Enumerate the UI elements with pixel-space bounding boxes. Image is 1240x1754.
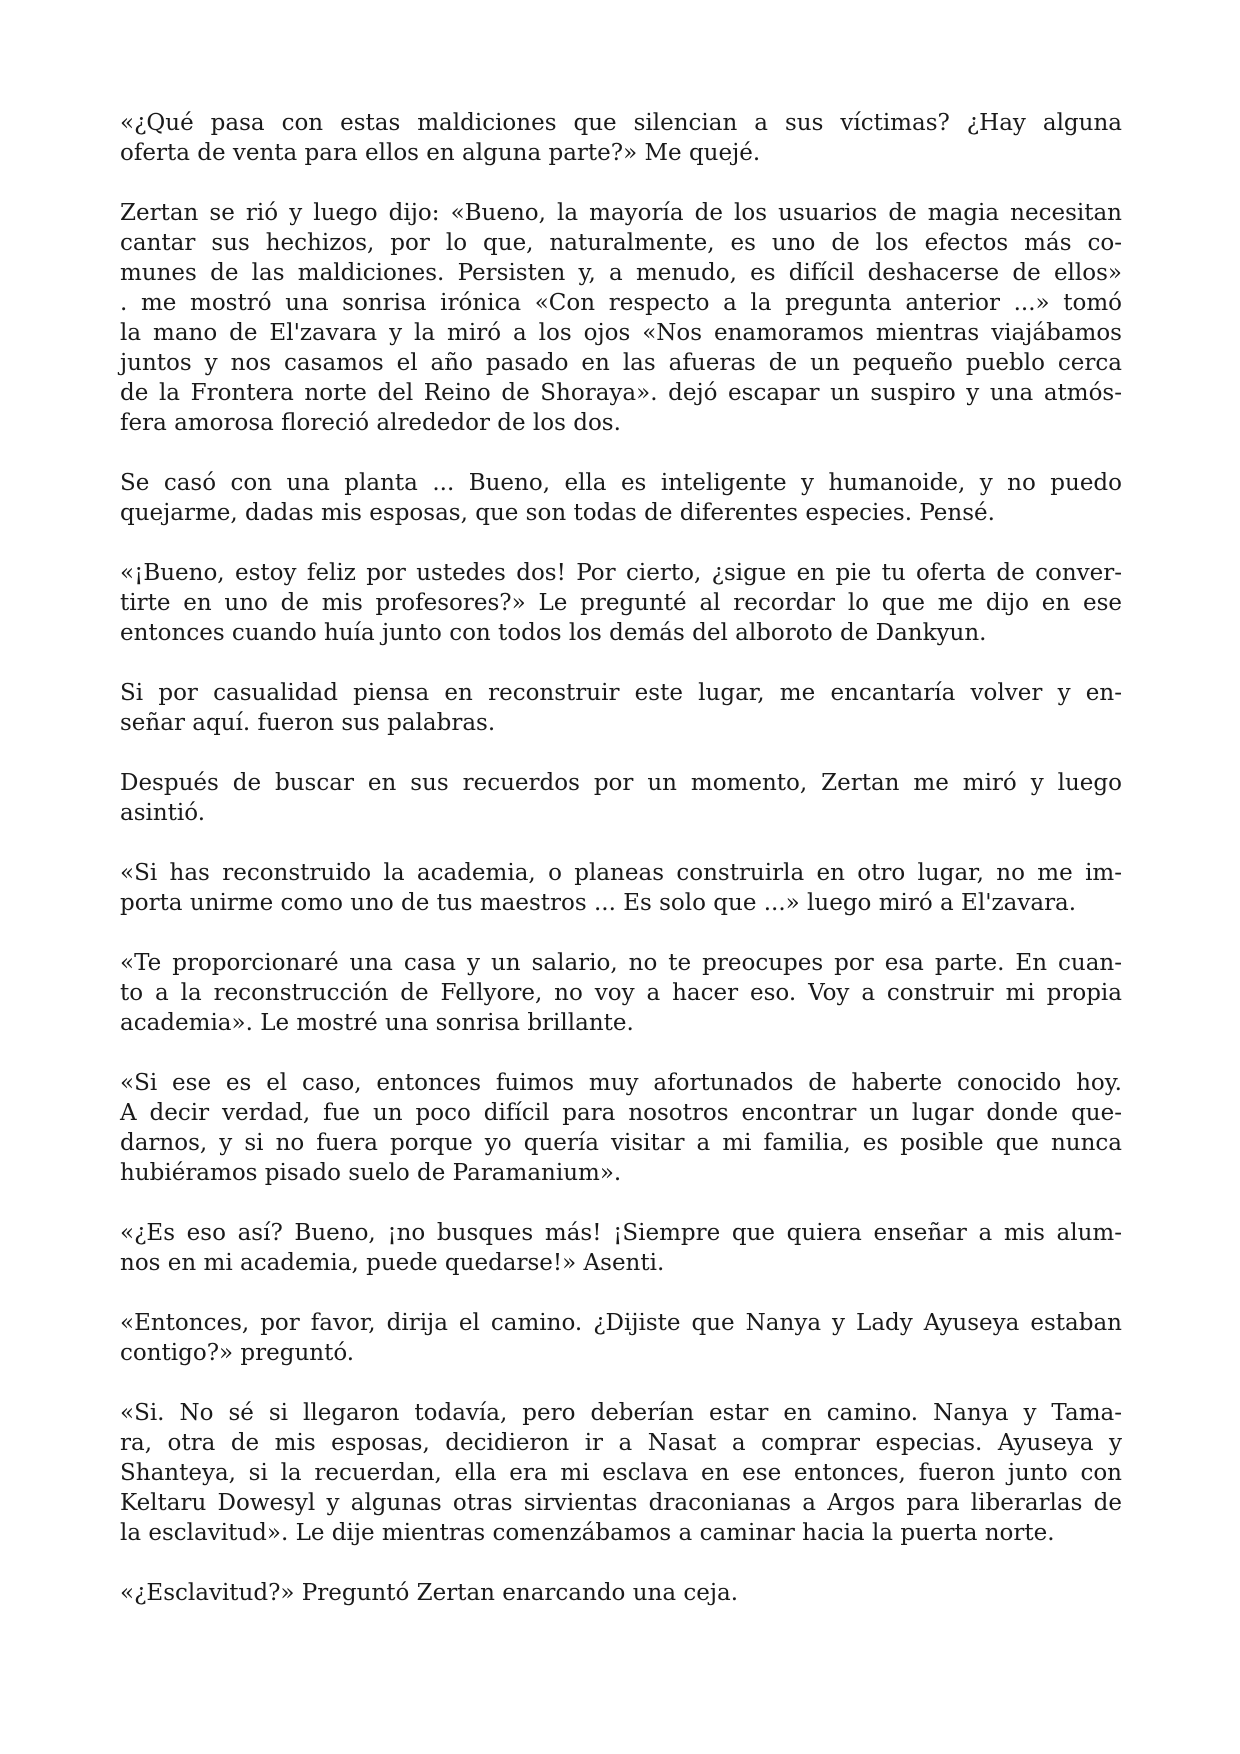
text-line: academia». Le mostré una sonrisa brillante. [120, 1010, 634, 1036]
document-page [120, 108, 1122, 1638]
text-line: «Si has reconstruido la academia, o planeas construirla en otro lugar, no me im- [120, 860, 1122, 886]
text-line: nos en mi academia, puede quedarse!» Asenti. [120, 1250, 665, 1276]
paragraph-11 [120, 1308, 1122, 1368]
text-line: tirte en uno de mis profesores?» Le pregunté al recordar lo que me dijo en ese [120, 590, 1122, 616]
paragraph-9 [120, 1068, 1122, 1188]
text-line: cantar sus hechizos, por lo que, naturalmente, es uno de los efectos más co- [120, 230, 1122, 256]
text-line: Zertan se rió y luego dijo: «Bueno, la mayoría de los usuarios de magia necesitan [120, 200, 1122, 226]
text-line: «¿Es eso así? Bueno, ¡no busques más! ¡Siempre que quiera enseñar a mis alum- [120, 1220, 1122, 1246]
text-line: munes de las maldiciones. Persisten y, a menudo, es difícil deshacerse de ellos» [120, 260, 1122, 286]
text-line: hubiéramos pisado suelo de Paramanium». [120, 1160, 622, 1186]
text-line: Keltaru Dowesyl y algunas otras sirvientas draconianas a Argos para liberarlas de [120, 1490, 1122, 1516]
text-line: quejarme, dadas mis esposas, que son todas de diferentes especies. Pensé. [120, 500, 995, 526]
paragraph-4 [120, 558, 1122, 648]
paragraph-10 [120, 1218, 1122, 1278]
text-line: darnos, y si no fuera porque yo quería visitar a mi familia, es posible que nunca [120, 1130, 1122, 1156]
text-line: asintió. [120, 800, 206, 826]
paragraph-8 [120, 948, 1122, 1038]
text-line: «¡Bueno, estoy feliz por ustedes dos! Por cierto, ¿sigue en pie tu oferta de conver- [120, 560, 1122, 586]
paragraph-3 [120, 468, 1122, 528]
paragraph-7 [120, 858, 1122, 918]
text-line: Se casó con una planta ... Bueno, ella es inteligente y humanoide, y no puedo [120, 470, 1122, 496]
paragraph-1 [120, 108, 1122, 168]
text-line: juntos y nos casamos el año pasado en las afueras de un pequeño pueblo cerca [120, 350, 1122, 376]
paragraph-2 [120, 198, 1122, 438]
text-line: «Te proporcionaré una casa y un salario, no te preocupes por esa parte. En cuan- [120, 950, 1122, 976]
paragraph-5 [120, 678, 1122, 738]
text-line: la mano de El'zavara y la miró a los ojos «Nos enamoramos mientras viajábamos [120, 320, 1122, 346]
text-line: la esclavitud». Le dije mientras comenzábamos a caminar hacia la puerta norte. [120, 1520, 1055, 1546]
text-line: A decir verdad, fue un poco difícil para nosotros encontrar un lugar donde que- [120, 1100, 1122, 1126]
text-line: Después de buscar en sus recuerdos por un momento, Zertan me miró y luego [120, 770, 1122, 796]
text-line: . me mostró una sonrisa irónica «Con respecto a la pregunta anterior ...» tomó [120, 290, 1122, 316]
text-line: to a la reconstrucción de Fellyore, no voy a hacer eso. Voy a construir mi propia [120, 980, 1122, 1006]
text-line: «Si. No sé si llegaron todavía, pero deberían estar en camino. Nanya y Tama- [120, 1400, 1122, 1426]
paragraph-6 [120, 768, 1122, 828]
text-line: de la Frontera norte del Reino de Shoraya». dejó escapar un suspiro y una atmós- [120, 380, 1122, 406]
text-line: porta unirme como uno de tus maestros ... Es solo que ...» luego miró a El'zavara. [120, 890, 1077, 916]
text-line: «Entonces, por favor, dirija el camino. ¿Dijiste que Nanya y Lady Ayuseya estaban [120, 1310, 1122, 1336]
text-line: fera amorosa floreció alrededor de los dos. [120, 410, 621, 436]
text-line: contigo?» preguntó. [120, 1340, 355, 1366]
text-line: entonces cuando huía junto con todos los demás del alboroto de Dankyun. [120, 620, 987, 646]
text-line: «¿Qué pasa con estas maldiciones que silencian a sus víctimas? ¿Hay alguna [120, 110, 1122, 136]
text-line: «Si ese es el caso, entonces fuimos muy afortunados de haberte conocido hoy. [120, 1070, 1122, 1096]
text-line: Shanteya, si la recuerdan, ella era mi esclava en ese entonces, fueron junto con [120, 1460, 1122, 1486]
text-line: oferta de venta para ellos en alguna parte?» Me quejé. [120, 140, 761, 166]
text-line: ra, otra de mis esposas, decidieron ir a Nasat a comprar especias. Ayuseya y [120, 1430, 1122, 1456]
paragraph-13 [120, 1578, 1122, 1608]
paragraph-12 [120, 1398, 1122, 1548]
text-line: «¿Esclavitud?» Preguntó Zertan enarcando una ceja. [120, 1580, 739, 1606]
text-line: Si por casualidad piensa en reconstruir este lugar, me encantaría volver y en- [120, 680, 1122, 706]
text-line: señar aquí. fueron sus palabras. [120, 710, 496, 736]
